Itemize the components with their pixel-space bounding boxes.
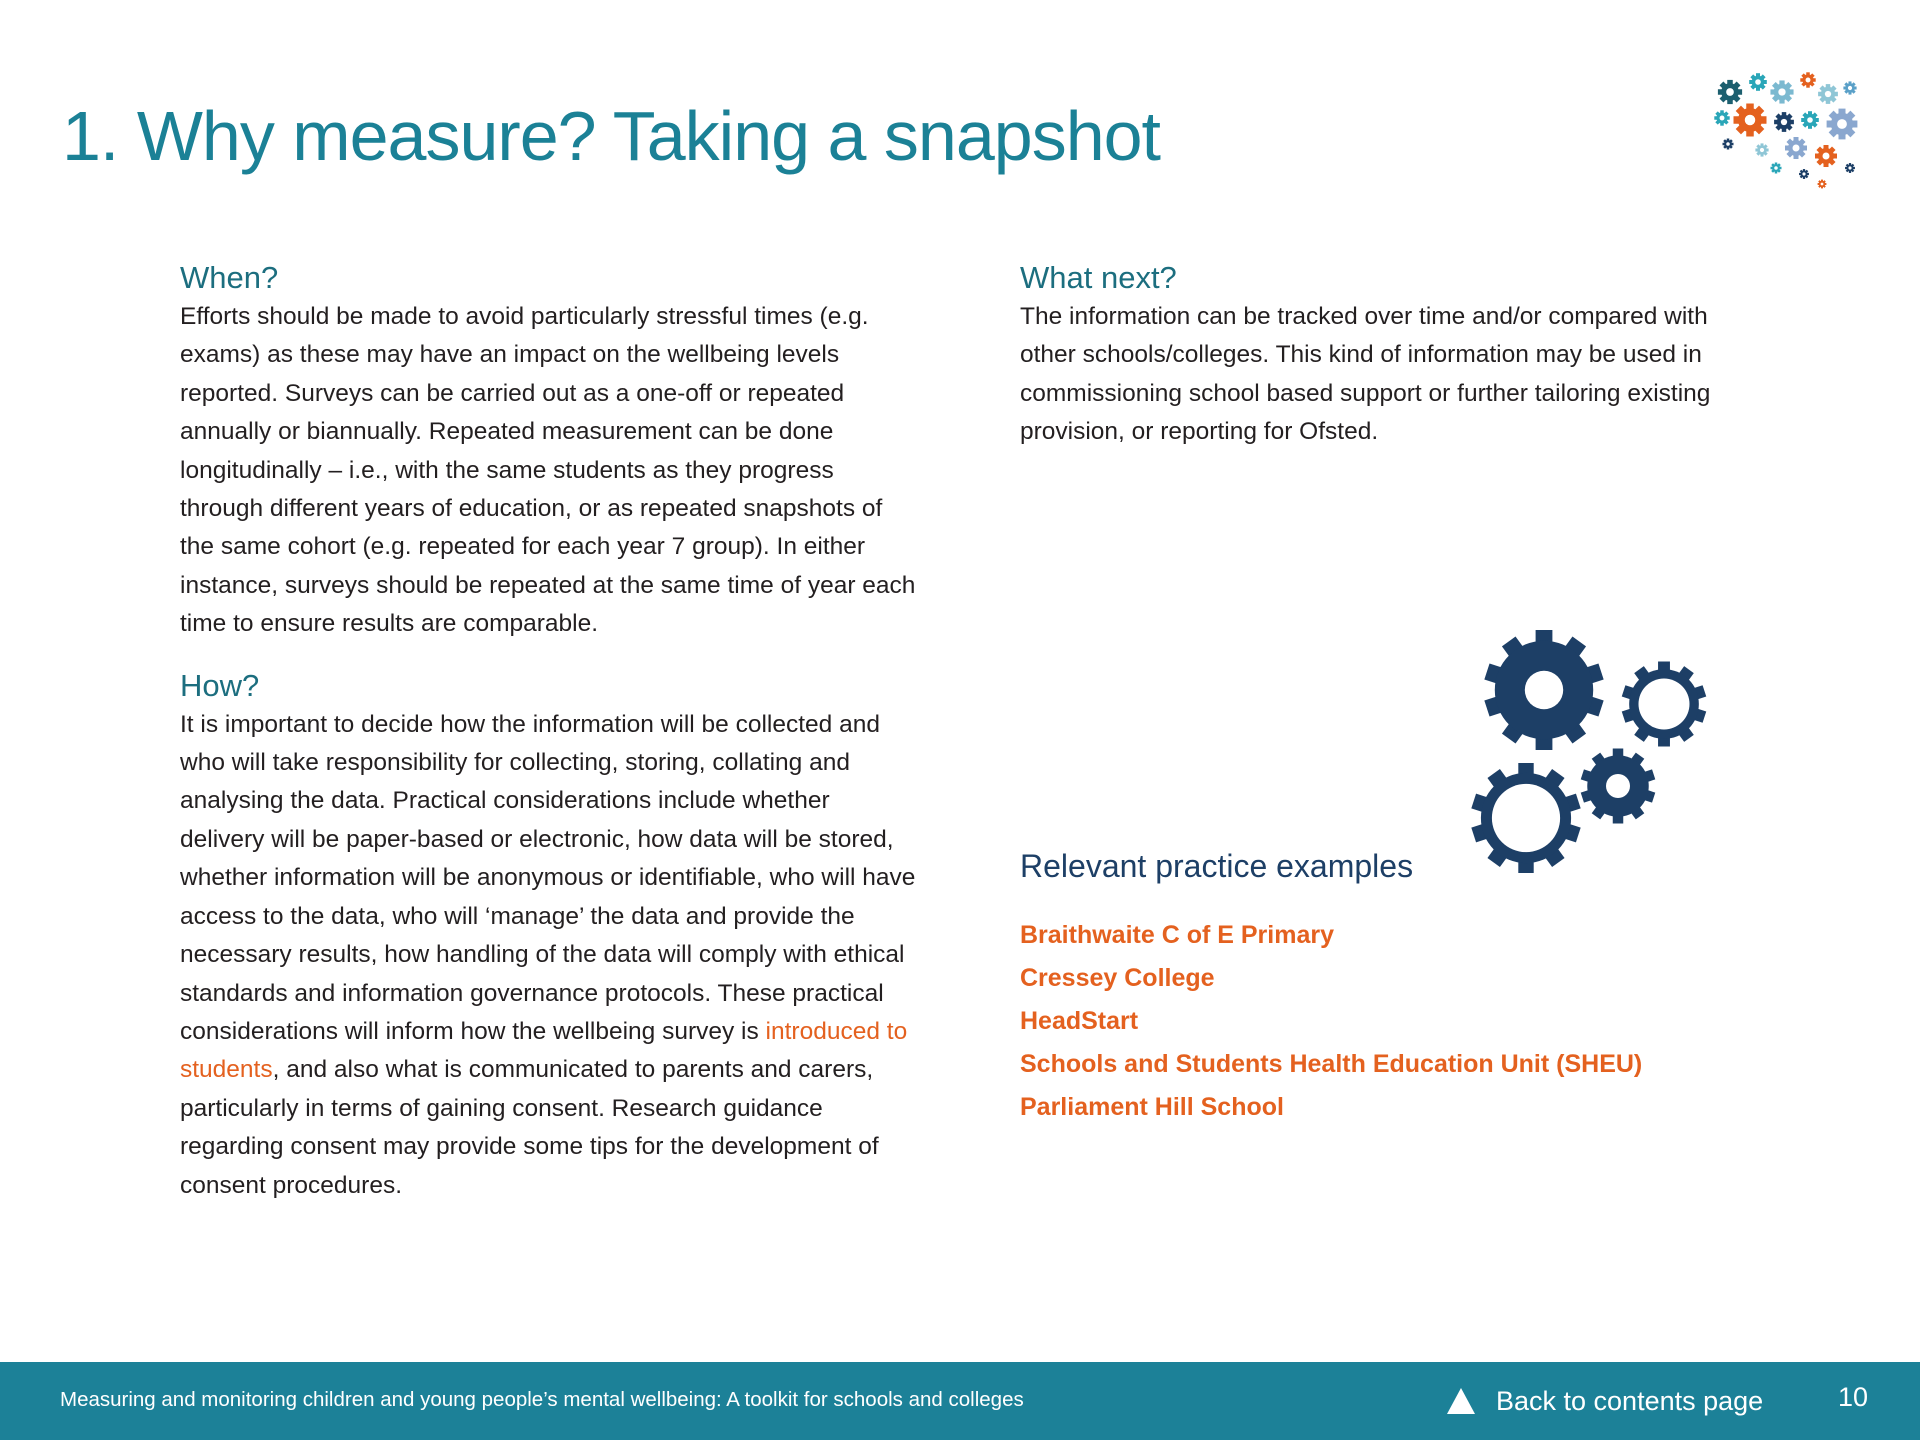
what-next-heading: What next? — [1020, 260, 1177, 295]
how-body-end: , and also what is communicated to parents and carers, particularly in terms of gaining consent. Research guidance regarding consent may provide some tips for the development of consent procedures. — [180, 1056, 879, 1199]
gears-brain-logo-icon — [1700, 52, 1880, 202]
what-next-body: The information can be tracked over time and/or compared with other schools/colleges. This kind of information may be used in commissioning school based support or further tailoring existing provision, or reporting for Ofsted. — [1020, 303, 1711, 446]
back-to-contents-button[interactable] — [1446, 1380, 1763, 1422]
when-body: Efforts should be made to avoid particularly stressful times (e.g. exams) as these may have an impact on the wellbeing levels reported. Surveys can be carried out as a one-off or repeated annually or biannually. Repeated measurement can be done longitudinally – i.e., with the same students as they progress through different years of education, or as repeated snapshots of the same cohort (e.g. repeated for each year 7 group). In either instance, surveys should be repeated at the same time of year each time to ensure results are comparable. — [180, 303, 916, 638]
practice-examples-heading: Relevant practice examples — [1020, 848, 1414, 884]
footer-bar — [0, 1362, 1920, 1440]
how-body-start: It is important to decide how the information will be collected and who will take responsibility for collecting, storing, collating and analysing the data. Practical considerations include whether delivery will be paper-based or electronic, how data will be stored, whether information will be anonymous or identifiable, who will have access to the data, who will ‘manage’ the data and provide the necessary results, how handling of the data will comply with ethical standards and information governance protocols. These practical considerations will inform how the wellbeing survey is — [180, 710, 916, 1045]
page-number: 10 — [1838, 1382, 1869, 1412]
back-to-contents-label: Back to contents page — [1496, 1385, 1764, 1416]
example-link-headstart[interactable]: HeadStart — [1020, 1007, 1139, 1035]
right-column — [1020, 258, 1720, 474]
introduced-to-students-link[interactable]: introduced to students — [180, 1017, 908, 1084]
when-heading: When? — [180, 260, 279, 295]
example-link-sheu[interactable]: Schools and Students Health Education Unit (SHEU) — [1020, 1050, 1643, 1078]
triangle-up-icon — [1446, 1387, 1476, 1415]
practice-examples-list — [1020, 914, 1642, 1129]
example-link-cressey-college[interactable]: Cressey College — [1020, 964, 1215, 992]
how-heading: How? — [180, 667, 260, 703]
example-link-parliament-hill[interactable]: Parliament Hill School — [1020, 1093, 1284, 1121]
left-column — [180, 258, 920, 1227]
example-link-braithwaite[interactable]: Braithwaite C of E Primary — [1020, 921, 1334, 949]
page-title: 1. Why measure? Taking a snapshot — [62, 97, 1161, 175]
gears-illustration-icon — [1440, 610, 1730, 900]
footer-title: Measuring and monitoring children and young people’s mental wellbeing: A toolkit for schools and colleges — [60, 1388, 1024, 1411]
how-body — [180, 706, 920, 1205]
